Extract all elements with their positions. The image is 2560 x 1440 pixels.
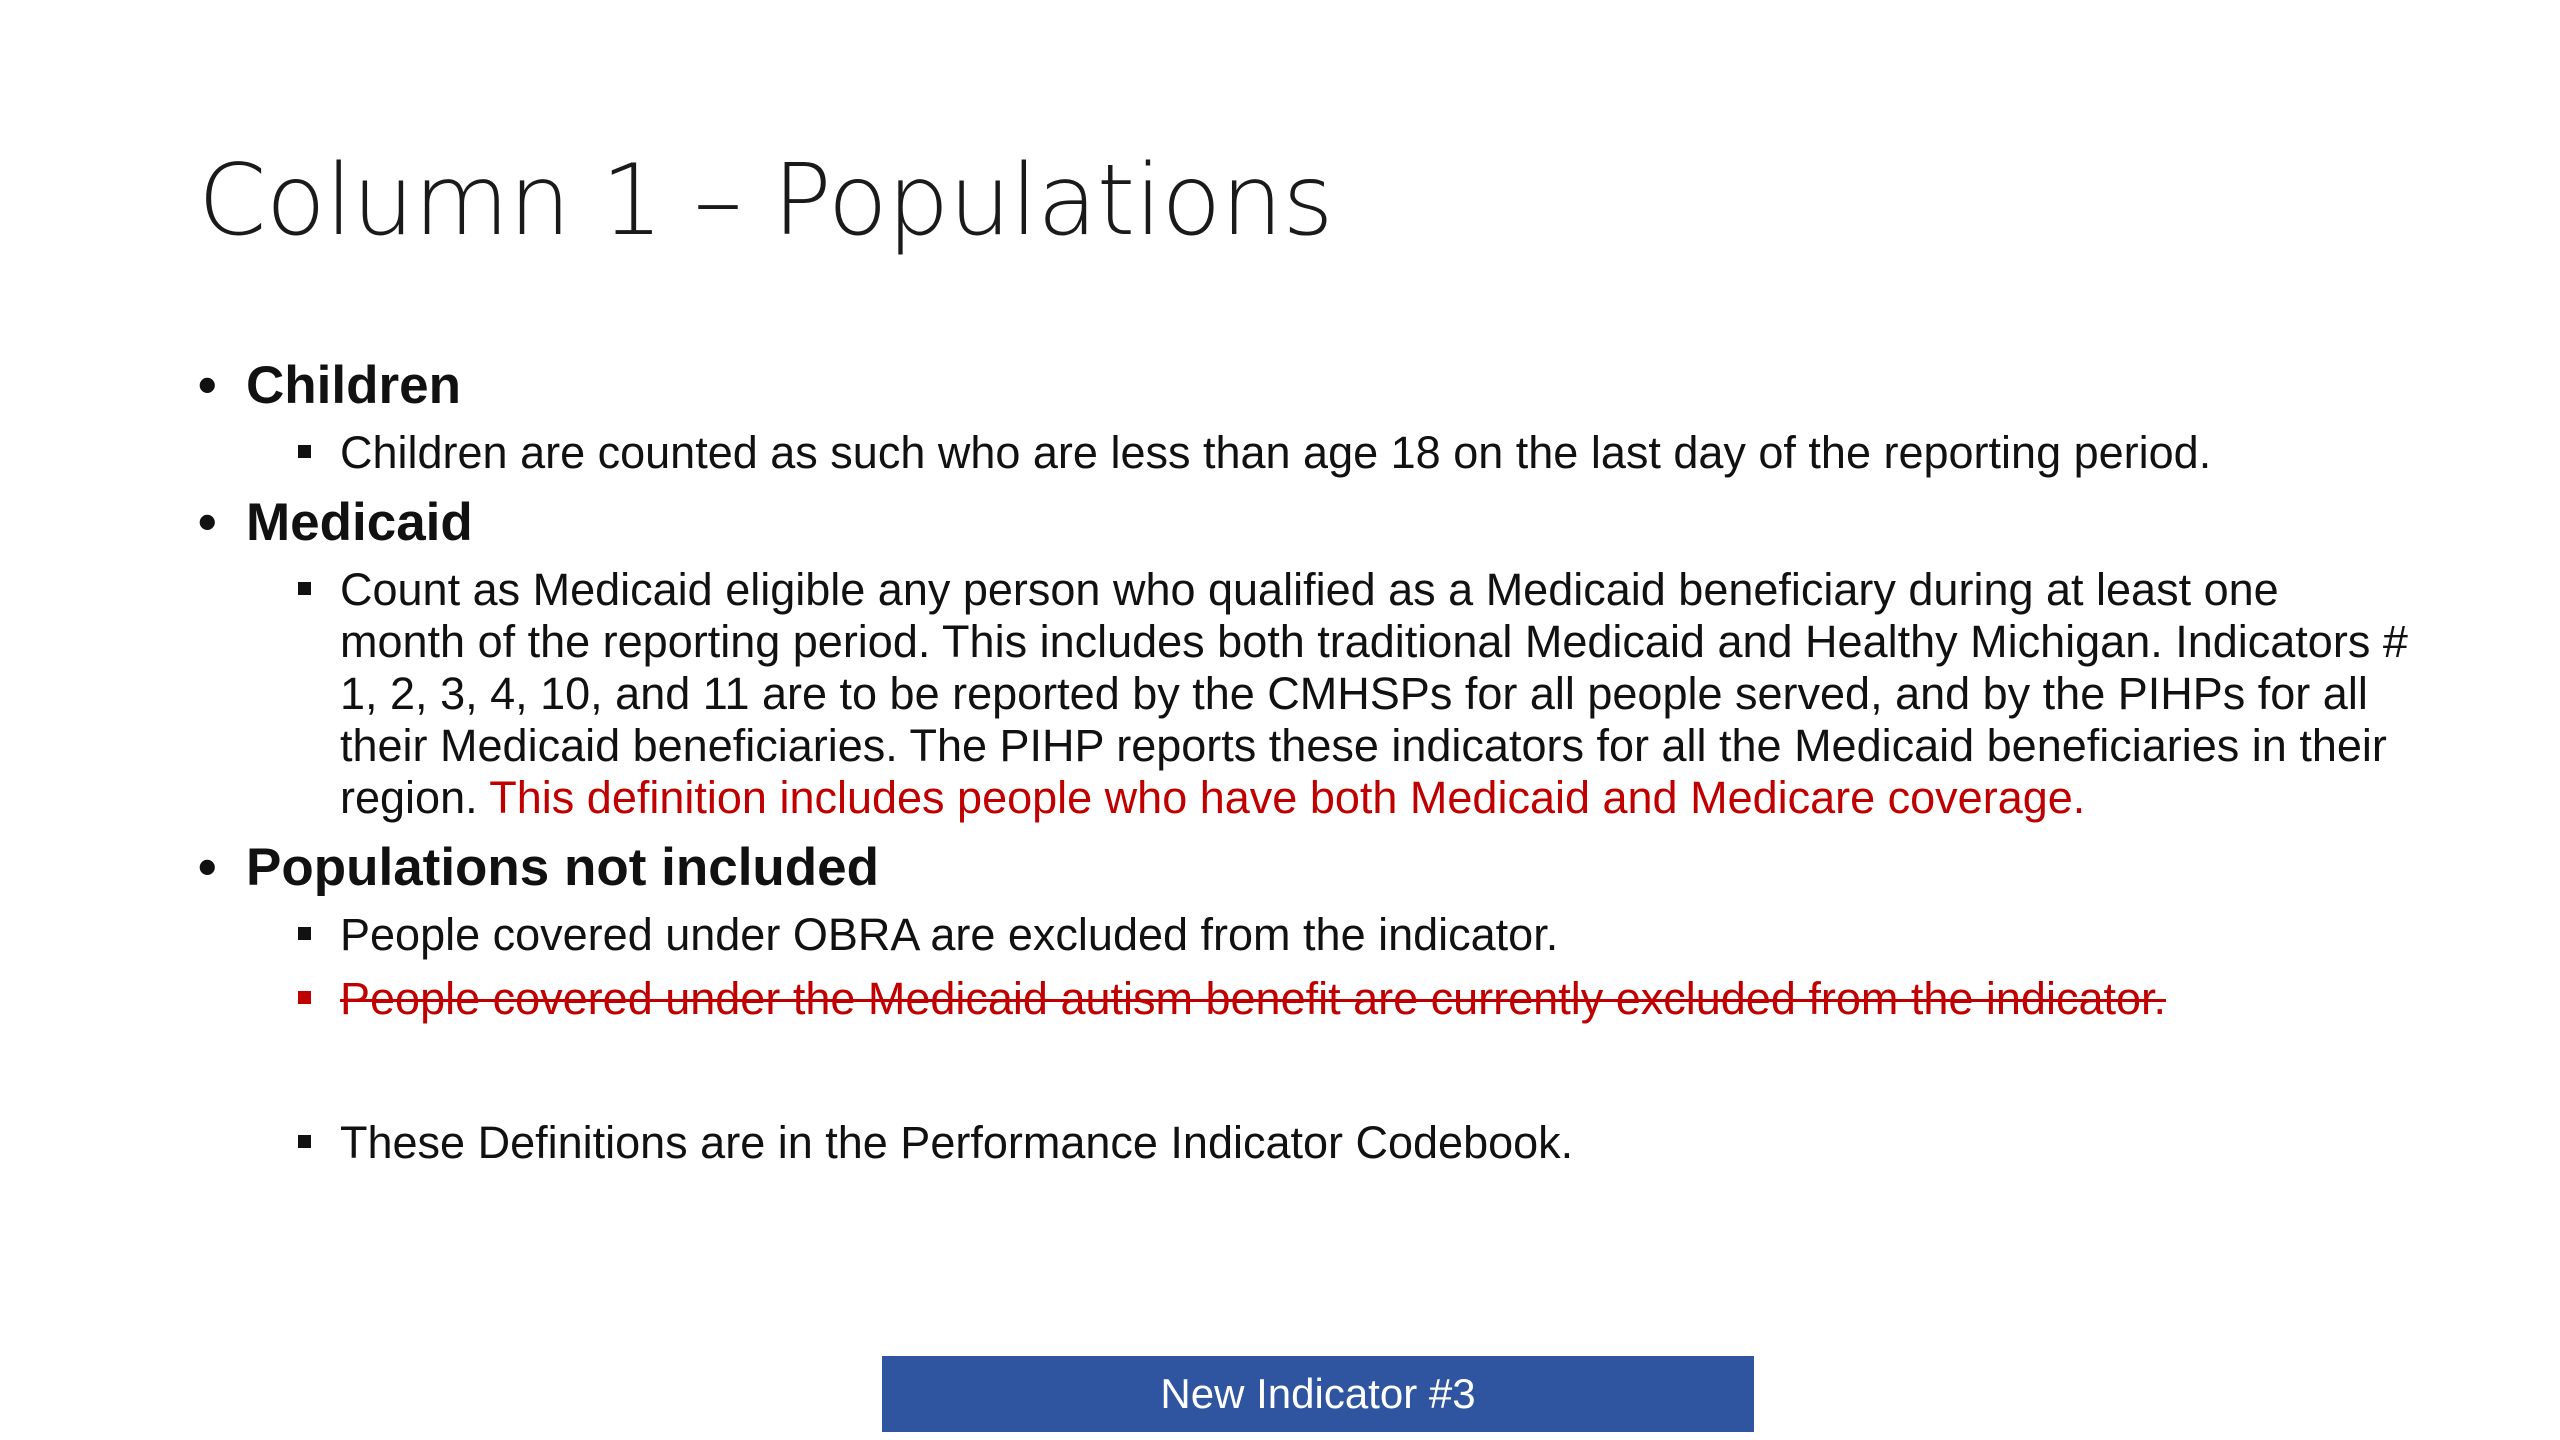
bullet-heading-populations-not-included (198, 838, 2408, 899)
list-item-struck (298, 973, 2408, 1025)
sublist-children (198, 427, 2408, 479)
heading-text: Children (246, 356, 461, 415)
square-bullet-icon (298, 1135, 311, 1148)
list-item (298, 427, 2408, 479)
bullet-dot-icon: • (198, 356, 217, 415)
list-item (298, 564, 2408, 824)
slide-content (198, 356, 2408, 1183)
new-indicator-banner: New Indicator #3 (882, 1356, 1754, 1432)
list-item (298, 1117, 2408, 1169)
bullet-heading-medicaid (198, 493, 2408, 554)
bullet-dot-icon: • (198, 837, 217, 897)
heading-text: Populations not included (246, 837, 880, 897)
item-text-struck: People covered under the Medicaid autism benefit are currently excluded from the indicator. (340, 972, 2167, 1024)
sublist-not-included (198, 909, 2408, 1169)
square-bullet-icon (298, 582, 311, 595)
bullet-dot-icon: • (198, 492, 217, 552)
item-text: These Definitions are in the Performance Indicator Codebook. (340, 1116, 1574, 1168)
bullet-heading-children (198, 356, 2408, 417)
heading-text: Medicaid (246, 492, 473, 552)
list-item (298, 909, 2408, 961)
square-bullet-icon (298, 927, 311, 940)
square-bullet-icon (298, 445, 311, 458)
sublist-medicaid (198, 564, 2408, 824)
item-text: Count as Medicaid eligible any person who qualified as a Medicaid beneficiary during at least one month of the reporting period. This includes both traditional Medicaid and Healthy Michigan. Indicators # 1, 2, 3, 4, 10, and 11 are to be reported by the CMHSPs for all people served, and by the PIHPs for all their Medicaid beneficiaries. The PIHP reports these indicators for all the Medicaid beneficiaries in their region. (340, 563, 2408, 823)
item-highlight-text: This definition includes people who have both Medicaid and Medicare coverage. (489, 771, 2086, 823)
item-text: Children are counted as such who are less than age 18 on the last day of the reporting period. (340, 426, 2212, 478)
square-bullet-icon (298, 991, 311, 1004)
spacer (198, 1037, 2408, 1117)
slide-title: Column 1 – Populations (198, 144, 1334, 258)
item-text: People covered under OBRA are excluded from the indicator. (340, 908, 1559, 960)
